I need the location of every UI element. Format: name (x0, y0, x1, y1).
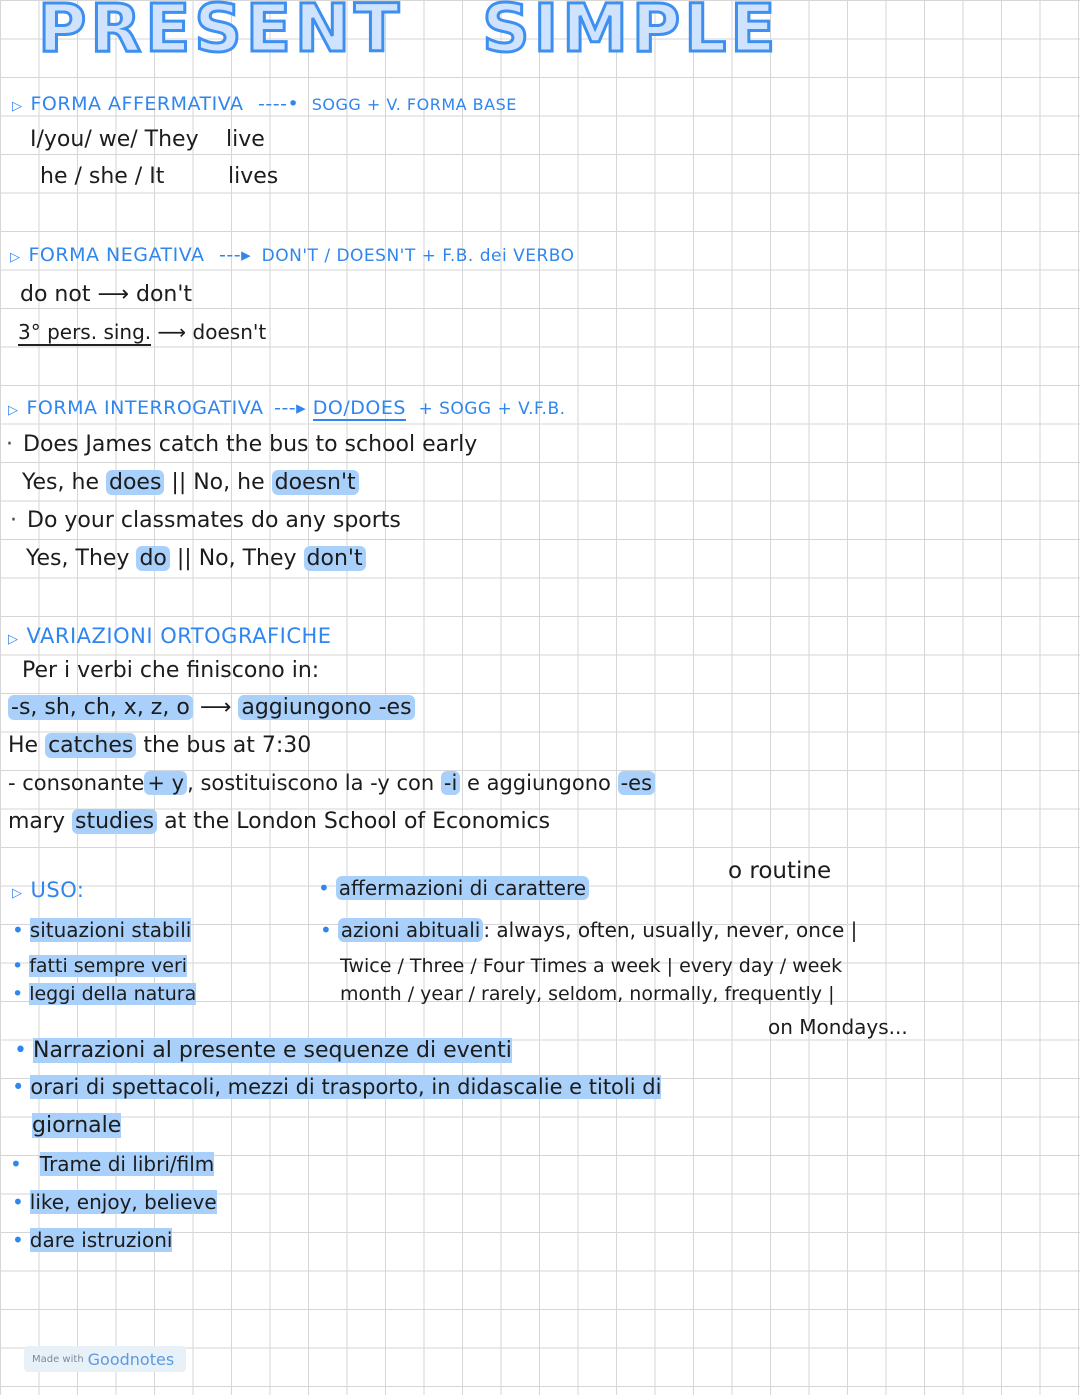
interrogativa-answer-1: Yes, he does || No, he doesn't (22, 470, 359, 495)
uso-right-item-2-line-2: Twice / Three / Four Times a week | every day / week (340, 955, 843, 977)
uso-item-orari-continued: giornale (32, 1113, 122, 1138)
uso-heading: ▷ USO: (12, 878, 85, 902)
interrogativa-heading: ▷ FORMA INTERROGATIVA ---▸ DO/DOES + SOGG + V.F.B. (8, 397, 566, 419)
uso-item-verbs: • like, enjoy, believe (12, 1190, 217, 1214)
negativa-line-1: do not ⟶ don't (20, 282, 193, 307)
watermark-made-with: Made with (32, 1353, 84, 1365)
interrogativa-answer-2: Yes, They do || No, They don't (26, 546, 366, 571)
affermativa-row-2-subject: he / she / It (40, 164, 165, 189)
uso-routine-note: o routine (728, 858, 832, 884)
variazioni-intro: Per i verbi che finiscono in: (22, 658, 320, 683)
goodnotes-watermark (24, 1346, 186, 1372)
uso-left-item-1: • situazioni stabili (12, 918, 192, 942)
triangle-bullet-icon: ▷ (8, 403, 19, 418)
triangle-bullet-icon: ▷ (8, 632, 19, 647)
uso-right-item-2: • azioni abituali : always, often, usually, never, once | (320, 918, 858, 942)
triangle-bullet-icon: ▷ (12, 99, 23, 114)
uso-right-item-2-line-3: month / year / rarely, seldom, normally, frequently | (340, 983, 835, 1005)
negativa-heading: ▷ FORMA NEGATIVA ---▸ DON'T / DOESN'T + F.B. dei VERBO (10, 244, 575, 266)
uso-item-narrazioni: • Narrazioni al presente e sequenze di eventi (14, 1038, 512, 1063)
negativa-line-2: 3° pers. sing. ⟶ doesn't (18, 320, 267, 344)
title-word-1: PRESENT (38, 0, 404, 67)
uso-item-istruzioni: • dare istruzioni (12, 1228, 173, 1252)
uso-right-item-1: • affermazioni di carattere (318, 876, 589, 900)
uso-right-item-2-line-4: on Mondays... (768, 1015, 908, 1039)
interrogativa-question-1: · Does James catch the bus to school early (6, 432, 478, 457)
triangle-bullet-icon: ▷ (10, 250, 21, 265)
arrow-right-icon: ⟶ (157, 320, 187, 344)
uso-left-item-2: • fatti sempre veri (12, 955, 188, 977)
uso-left-item-3: • leggi della natura (12, 983, 197, 1005)
variazioni-example-1: He catches the bus at 7:30 (8, 733, 312, 758)
variazioni-rule-2: - consonante + y , sostituiscono la -y con -i e aggiungono -es (8, 771, 655, 795)
arrow-right-icon: ⟶ (97, 282, 129, 307)
uso-item-orari: • orari di spettacoli, mezzi di trasporto, in didascalie e titoli di (12, 1075, 662, 1099)
triangle-bullet-icon: ▷ (12, 886, 23, 901)
interrogativa-question-2: · Do your classmates do any sports (10, 508, 401, 533)
affermativa-row-1-subject: I/you/ we/ They (30, 127, 199, 152)
arrow-right-icon: ⟶ (199, 695, 232, 720)
affermativa-heading: ▷ FORMA AFFERMATIVA ----• SOGG + V. FORMA BASE (12, 93, 517, 115)
variazioni-example-2: mary studies at the London School of Economics (8, 809, 551, 834)
affermativa-row-1-verb: live (226, 127, 265, 152)
variazioni-rule-1: -s, sh, ch, x, z, o ⟶ aggiungono -es (8, 695, 415, 720)
title-word-2: SIMPLE (482, 0, 780, 67)
affermativa-row-2-verb: lives (228, 164, 279, 189)
variazioni-heading: ▷ VARIAZIONI ORTOGRAFICHE (8, 624, 332, 648)
page-title (38, 0, 780, 67)
uso-item-trame: • Trame di libri/film (10, 1152, 215, 1176)
watermark-brand: Goodnotes (87, 1349, 175, 1369)
